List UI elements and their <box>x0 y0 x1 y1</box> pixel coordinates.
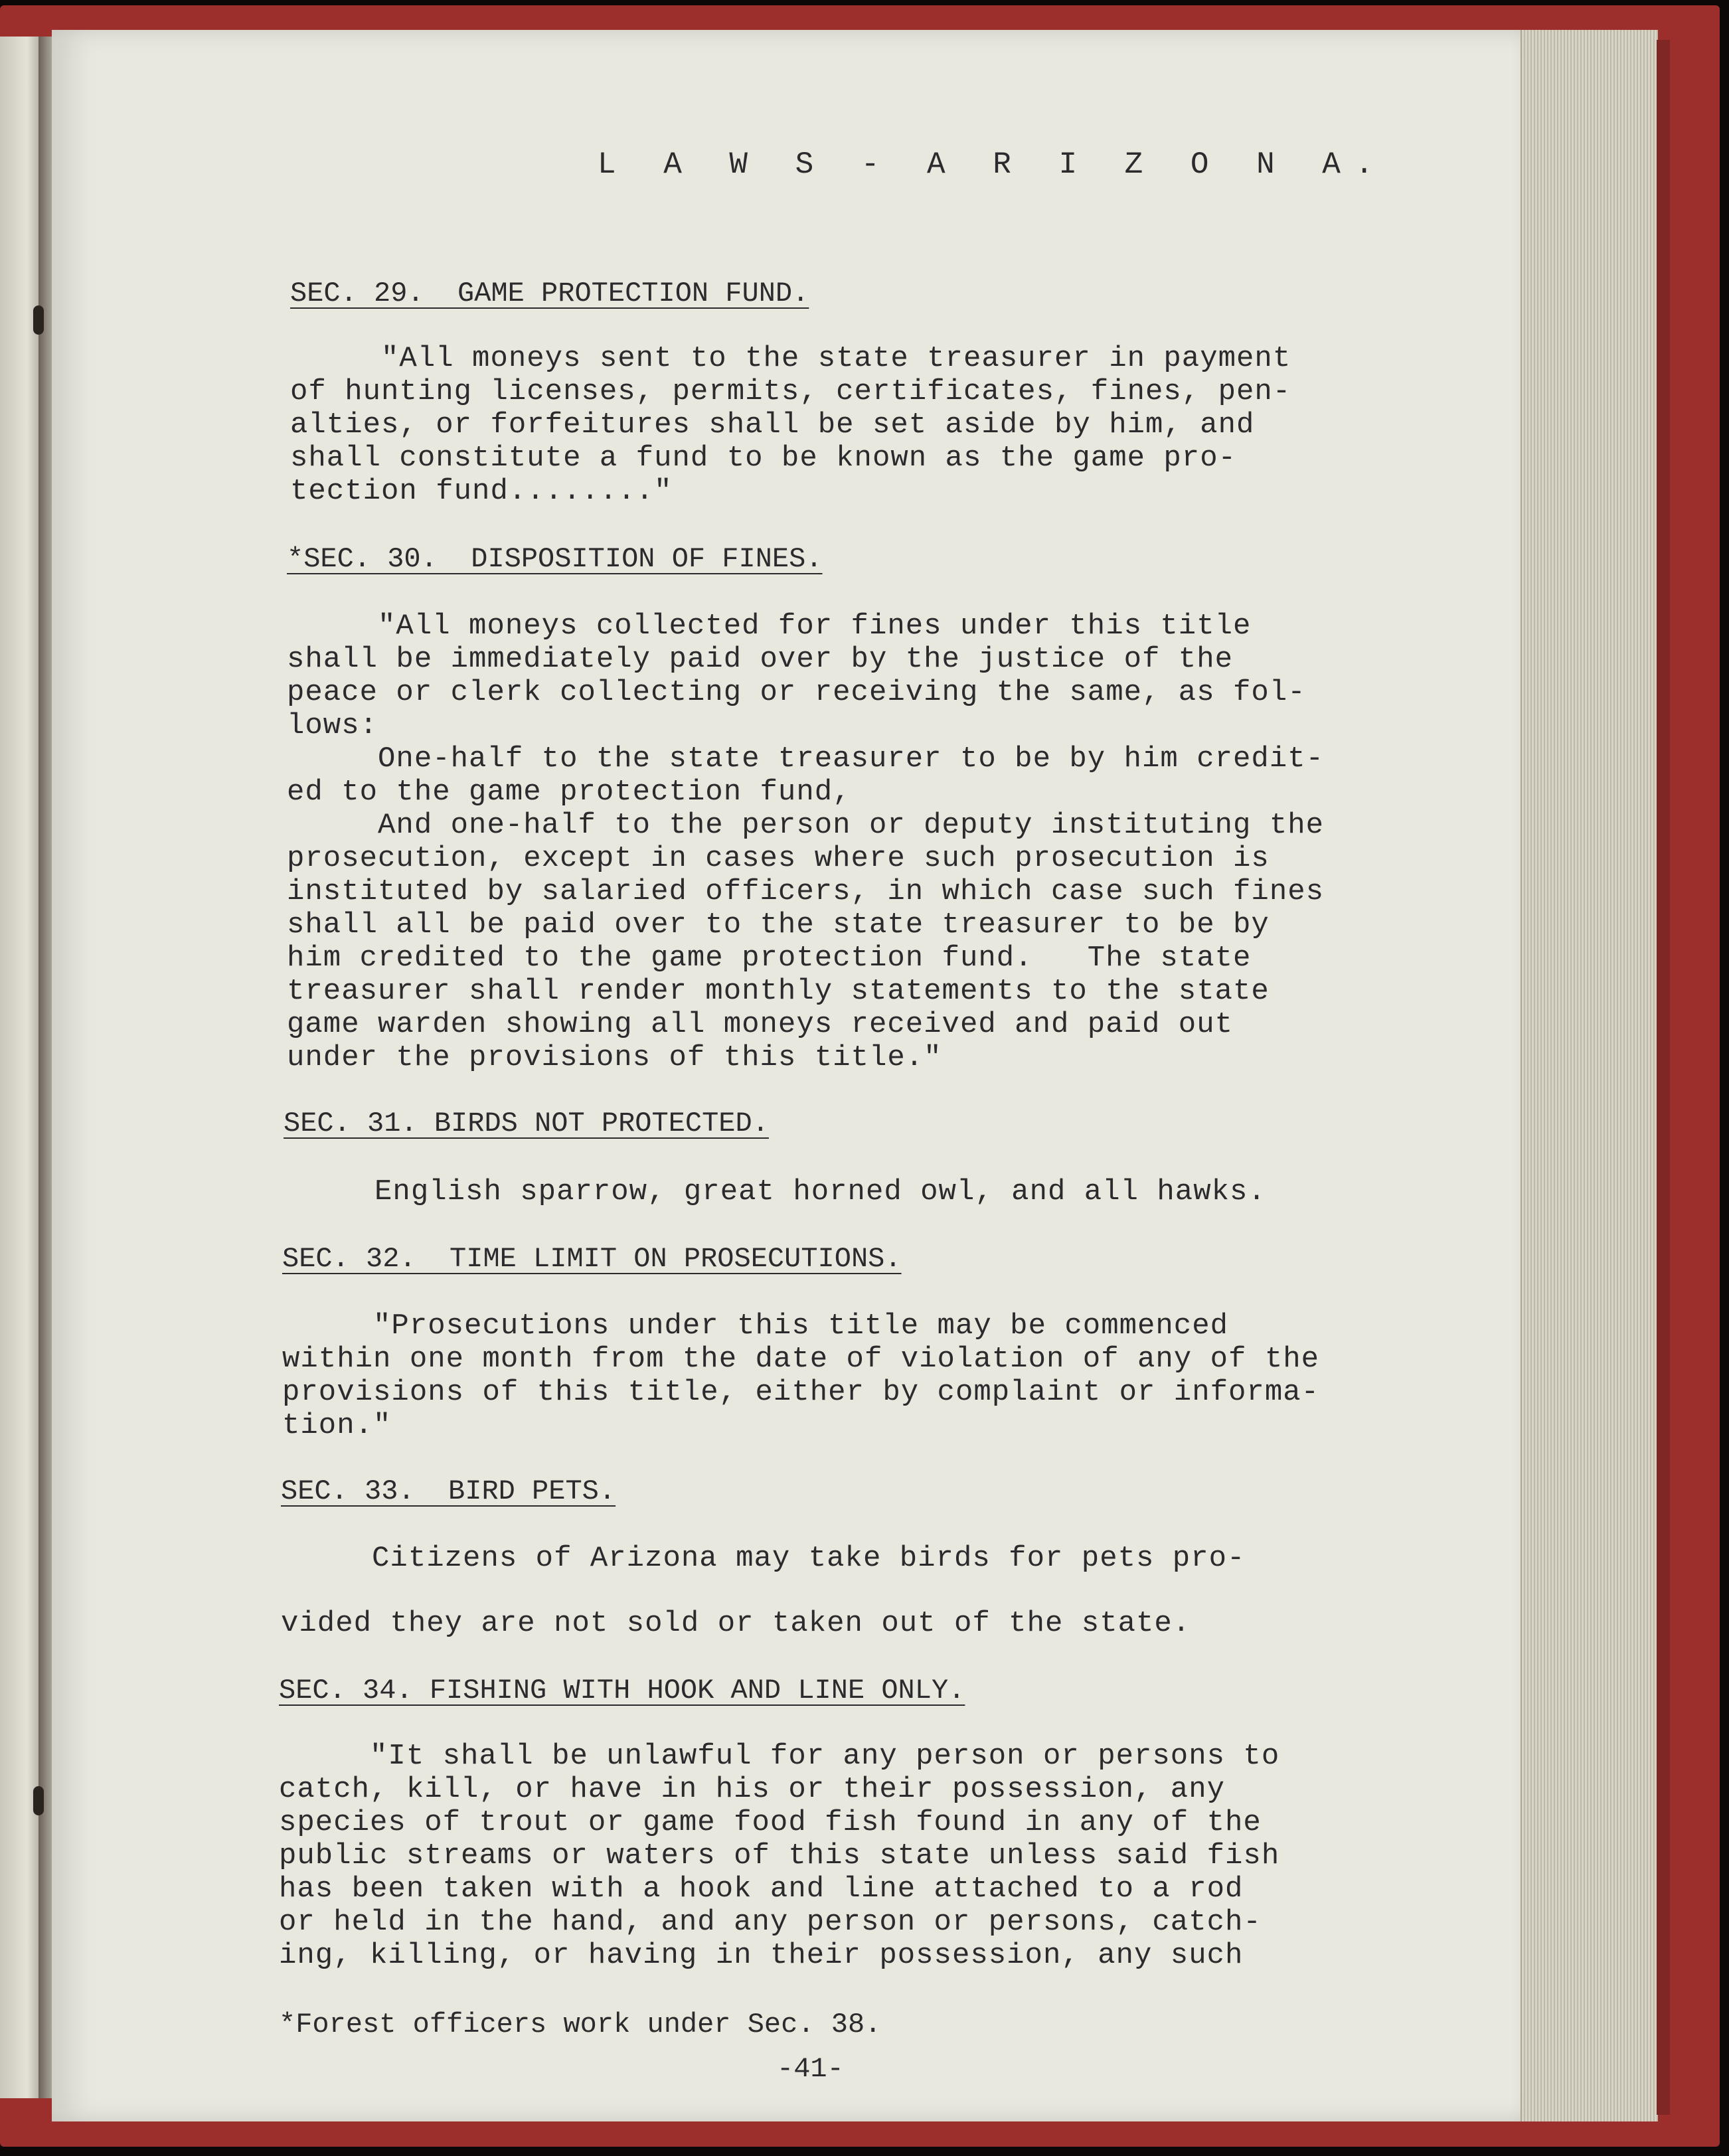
running-header: L A W S - A R I Z O N A. <box>598 147 1388 182</box>
section-body-29: "All moneys sent to the state treasurer in payment of hunting licenses, permits, certificates, fines, pen- alties, or forfeitures shall be set aside by him, and shall constitute a fund to be known as the game pro- tection fund........" <box>290 342 1291 508</box>
section-heading-33: SEC. 33. BIRD PETS. <box>281 1475 616 1507</box>
section-body-33-line2: vided they are not sold or taken out of the state. <box>281 1607 1191 1640</box>
section-body-31: English sparrow, great horned owl, and all hawks. <box>284 1175 1266 1208</box>
section-body-32: "Prosecutions under this title may be commenced within one month from the date of violation of any of the provisions of this title, either by complaint or informa- tion." <box>282 1309 1320 1442</box>
section-heading-30: *SEC. 30. DISPOSITION OF FINES. <box>287 543 823 575</box>
section-heading-29: SEC. 29. GAME PROTECTION FUND. <box>290 278 809 309</box>
section-heading-32: SEC. 32. TIME LIMIT ON PROSECUTIONS. <box>282 1243 902 1275</box>
section-body-33-line1: Citizens of Arizona may take birds for pets pro- <box>281 1542 1246 1575</box>
page-number: -41- <box>777 2053 844 2085</box>
section-body-30: "All moneys collected for fines under this title shall be immediately paid over by the justice of the peace or clerk collecting or receiving the same, as fol- lows: One-half to the state treasurer to be by him credit- ed to the game protection fund, And one-half to the person or deputy instituting the prosecution, except in cases where such prosecution is instituted by salaried officers, in which case such fines shall all be paid over to the state treasurer to be by him credited to the game protection fund. The state treasurer shall render monthly statements to the state game warden showing all moneys received and paid out under the provisions of this title." <box>287 610 1325 1074</box>
section-heading-31: SEC. 31. BIRDS NOT PROTECTED. <box>284 1108 769 1139</box>
section-body-34: "It shall be unlawful for any person or persons to catch, kill, or have in his or their possession, any species of trout or game food fish found in any of the public streams or waters of this state unless said fish has been taken with a hook and line attached to a rod or held in the hand, and any person or persons, catch- ing, killing, or having in their possession, any such <box>279 1740 1280 1972</box>
footnote: *Forest officers work under Sec. 38. <box>279 2009 882 2040</box>
section-heading-34: SEC. 34. FISHING WITH HOOK AND LINE ONLY. <box>279 1675 965 1706</box>
